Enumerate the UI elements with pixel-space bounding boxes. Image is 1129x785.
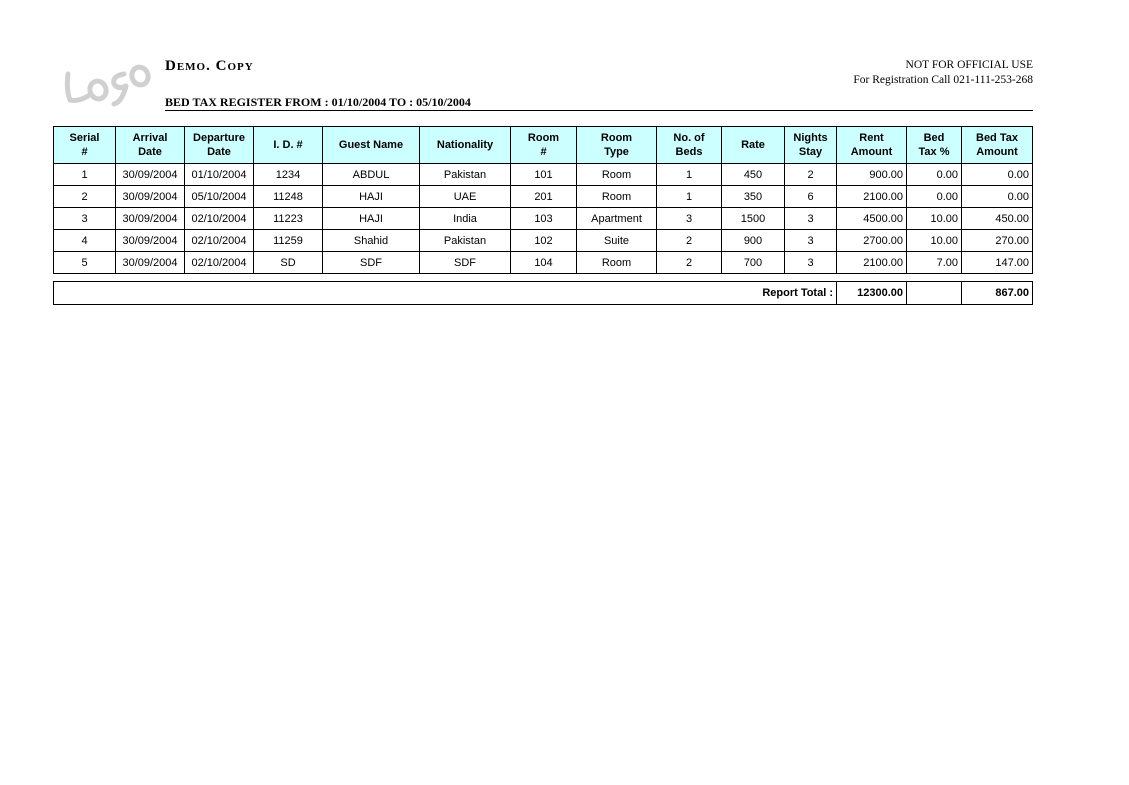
table-cell: 2100.00 (837, 252, 907, 274)
table-cell: 30/09/2004 (116, 186, 185, 208)
table-cell: Apartment (577, 208, 657, 230)
table-cell: Pakistan (420, 164, 511, 186)
table-cell: Room (577, 164, 657, 186)
table-cell: Suite (577, 230, 657, 252)
column-header-line: Nights (793, 132, 828, 144)
table-row (54, 252, 1033, 274)
table-cell: India (420, 208, 511, 230)
table-cell: 900 (722, 230, 785, 252)
table-cell: 700 (722, 252, 785, 274)
column-header (722, 127, 785, 164)
table-cell: 30/09/2004 (116, 164, 185, 186)
table-cell: Shahid (323, 230, 420, 252)
table-row (54, 164, 1033, 186)
report-total-row (53, 281, 1033, 305)
column-header-line: Bed (923, 132, 945, 144)
table-cell: 02/10/2004 (185, 252, 254, 274)
column-header (116, 127, 185, 164)
table-cell: 1500 (722, 208, 785, 230)
logo-watermark-icon (58, 52, 158, 112)
table-body (54, 164, 1033, 274)
table-cell: Room (577, 186, 657, 208)
table-cell: 147.00 (962, 252, 1033, 274)
column-header-line: Room (527, 132, 560, 144)
column-header-line: # (81, 146, 88, 158)
total-bed-tax-pct (907, 282, 962, 305)
column-header-line: Nationality (436, 139, 494, 151)
column-header-line: Tax % (918, 146, 950, 158)
not-official-text: NOT FOR OFFICIAL USE (905, 59, 1033, 71)
table-cell: 101 (511, 164, 577, 186)
column-header-line: # (540, 146, 547, 158)
table-cell: SD (254, 252, 323, 274)
table-cell: 3 (657, 208, 722, 230)
report-total-label: Report Total : (54, 282, 837, 305)
column-header (577, 127, 657, 164)
column-header (785, 127, 837, 164)
registration-text: For Registration Call 021-111-253-268 (853, 74, 1033, 86)
table-cell: 2 (54, 186, 116, 208)
column-header (907, 127, 962, 164)
table-cell: 11259 (254, 230, 323, 252)
table-cell: 1 (657, 186, 722, 208)
table-cell: Pakistan (420, 230, 511, 252)
column-header (962, 127, 1033, 164)
column-header-line: No. of (673, 132, 705, 144)
table-cell: 30/09/2004 (116, 252, 185, 274)
table-cell: 6 (785, 186, 837, 208)
table-cell: 102 (511, 230, 577, 252)
column-header-line: Rent (859, 132, 884, 144)
column-header (657, 127, 722, 164)
table-row (54, 186, 1033, 208)
registration-notice (853, 58, 1033, 88)
column-header (254, 127, 323, 164)
table-header-row (54, 127, 1033, 164)
table-cell: 2100.00 (837, 186, 907, 208)
column-header (420, 127, 511, 164)
column-header (837, 127, 907, 164)
table-cell: 0.00 (962, 164, 1033, 186)
table-cell: 30/09/2004 (116, 230, 185, 252)
column-header (511, 127, 577, 164)
total-rent-amount: 12300.00 (837, 282, 907, 305)
table-cell: 1 (657, 164, 722, 186)
table-cell: 2 (657, 230, 722, 252)
title-divider (165, 110, 1033, 111)
column-header (323, 127, 420, 164)
table-cell: 350 (722, 186, 785, 208)
table-cell: 7.00 (907, 252, 962, 274)
table-cell: Room (577, 252, 657, 274)
table-cell: 11223 (254, 208, 323, 230)
table-cell: HAJI (323, 186, 420, 208)
table-cell: 0.00 (907, 186, 962, 208)
column-header-line: Departure (193, 132, 245, 144)
demo-copy-label: Demo. Copy (165, 58, 254, 74)
column-header-line: Rate (741, 139, 765, 151)
table-cell: 11248 (254, 186, 323, 208)
column-header-line: Guest Name (338, 139, 404, 151)
column-header-line: Amount (976, 146, 1018, 158)
table-cell: 3 (54, 208, 116, 230)
table-cell: 4500.00 (837, 208, 907, 230)
table-cell: UAE (420, 186, 511, 208)
column-header-line: Stay (798, 146, 823, 158)
table-cell: SDF (420, 252, 511, 274)
column-header (185, 127, 254, 164)
table-cell: 0.00 (907, 164, 962, 186)
table-cell: 3 (785, 208, 837, 230)
column-header-line: Serial (69, 132, 100, 144)
table-cell: 104 (511, 252, 577, 274)
table-cell: 4 (54, 230, 116, 252)
table-cell: 01/10/2004 (185, 164, 254, 186)
table-cell: 201 (511, 186, 577, 208)
table-cell: HAJI (323, 208, 420, 230)
bed-tax-table (53, 126, 1033, 274)
table-cell: 5 (54, 252, 116, 274)
report-title: BED TAX REGISTER FROM : 01/10/2004 TO : 05/10/2004 (165, 95, 471, 109)
table-cell: 02/10/2004 (185, 230, 254, 252)
table-cell: 450.00 (962, 208, 1033, 230)
table-cell: 1234 (254, 164, 323, 186)
table-cell: 30/09/2004 (116, 208, 185, 230)
total-bed-tax-amount: 867.00 (962, 282, 1033, 305)
table-row (54, 230, 1033, 252)
table-cell: 2 (785, 164, 837, 186)
table-cell: 10.00 (907, 230, 962, 252)
table-cell: 0.00 (962, 186, 1033, 208)
column-header-line: Bed Tax (976, 132, 1018, 144)
table-cell: 103 (511, 208, 577, 230)
column-header-line: Type (604, 146, 629, 158)
column-header-line: Arrival (132, 132, 168, 144)
table-cell: 450 (722, 164, 785, 186)
table-cell: SDF (323, 252, 420, 274)
table-cell: 02/10/2004 (185, 208, 254, 230)
column-header-line: Amount (850, 146, 893, 158)
table-cell: 3 (785, 252, 837, 274)
column-header (54, 127, 116, 164)
column-header-line: Date (138, 146, 162, 158)
table-row (54, 208, 1033, 230)
column-header-line: Room (600, 132, 633, 144)
table-cell: 10.00 (907, 208, 962, 230)
column-header-line: Beds (675, 146, 703, 158)
table-cell: 2700.00 (837, 230, 907, 252)
table-cell: 900.00 (837, 164, 907, 186)
table-cell: 2 (657, 252, 722, 274)
column-header-line: Date (207, 146, 231, 158)
table-cell: ABDUL (323, 164, 420, 186)
table-cell: 3 (785, 230, 837, 252)
table-cell: 05/10/2004 (185, 186, 254, 208)
table-cell: 270.00 (962, 230, 1033, 252)
table-cell: 1 (54, 164, 116, 186)
column-header-line: I. D. # (273, 139, 303, 151)
